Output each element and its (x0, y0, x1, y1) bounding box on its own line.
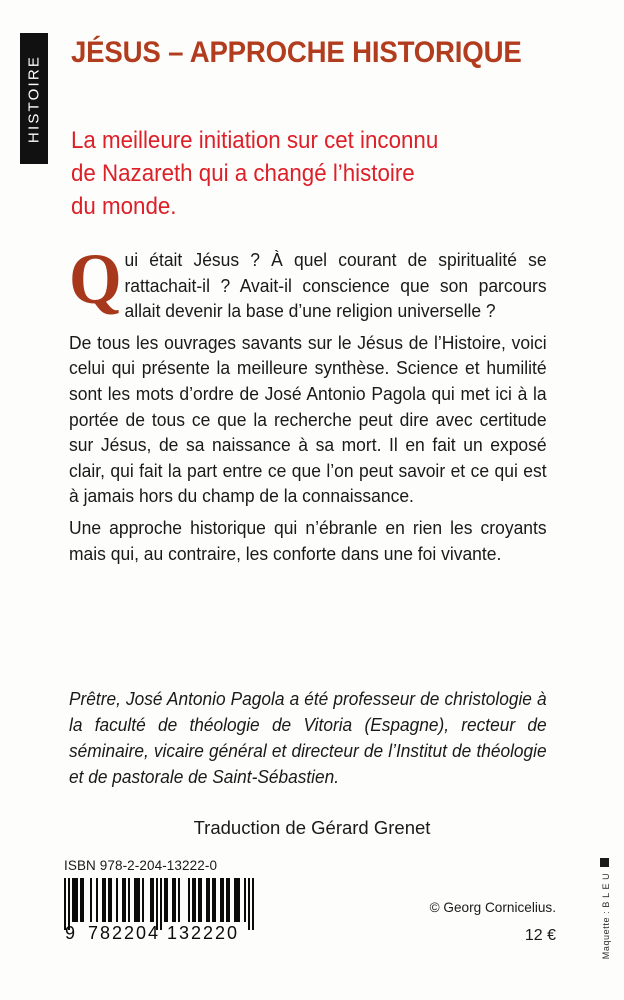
subtitle-line-1: La meilleure initiation sur cet inconnu (71, 127, 439, 154)
square-icon (600, 858, 609, 867)
page-title: JÉSUS – APPROCHE HISTORIQUE (71, 36, 522, 69)
barcode-bar (192, 878, 196, 922)
blurb-body (69, 239, 547, 566)
blurb-paragraph-1 (69, 239, 547, 324)
barcode-left-group: 782204 (88, 923, 161, 943)
barcode-bar (108, 878, 112, 922)
designer-credit-text: Maquette : B L E U (601, 872, 611, 960)
barcode-bar (72, 878, 78, 922)
barcode-bar (206, 878, 210, 922)
price-label: 12 € (524, 927, 556, 944)
barcode-bar (96, 878, 98, 922)
barcode (64, 878, 254, 950)
barcode-bar (220, 878, 224, 922)
barcode-bar (102, 878, 106, 922)
barcode-bar (234, 878, 240, 922)
author-bio-text: Prêtre, José Antonio Pagola a été professeur de christologie à la faculté de théologie de Vitoria (Espagne), recteur de séminaire, vicaire général et directeur de l’Institut de théologie et de pastorale de Saint-Sébastien. (69, 688, 547, 787)
barcode-bar (226, 878, 230, 922)
designer-credit (598, 858, 614, 963)
barcode-lead-digit: 9 (65, 923, 78, 943)
blurb-paragraph-1-text: ui était Jésus ? À quel courant de spiritualité se rattachait-il ? Avait-il conscience que son parcours allait devenir la base d’une religion universelle ? (124, 249, 547, 322)
barcode-bar (244, 878, 246, 922)
barcode-right-group: 132220 (167, 923, 240, 943)
category-tab (20, 33, 48, 164)
barcode-bar (128, 878, 130, 922)
barcode-bar (212, 878, 216, 922)
barcode-bar (150, 878, 154, 922)
barcode-bar (134, 878, 140, 922)
barcode-bar (178, 878, 180, 922)
barcode-bar (80, 878, 84, 922)
barcode-digits (64, 923, 254, 943)
subtitle-line-3: du monde. (71, 193, 177, 220)
subtitle (71, 124, 494, 223)
category-tab-label: HISTOIRE (25, 54, 43, 143)
barcode-bar (116, 878, 118, 922)
barcode-bar (164, 878, 168, 922)
barcode-bar (122, 878, 126, 922)
barcode-bar (188, 878, 190, 922)
barcode-bar (198, 878, 202, 922)
author-bio (69, 686, 547, 790)
photo-credit: © Georg Cornicelius. (429, 900, 556, 915)
blurb-paragraph-3: Une approche historique qui n’ébranle en rien les croyants mais qui, au contraire, les conforte dans une foi vivante. (69, 516, 547, 564)
barcode-bar (90, 878, 92, 922)
drop-cap: Q (69, 239, 122, 319)
isbn-text: ISBN 978-2-204-13222-0 (64, 858, 218, 873)
blurb-paragraph-2: De tous les ouvrages savants sur le Jésus de l’Histoire, voici celui qui présente la meilleure synthèse. Science et humilité sont les mots d’ordre de José Antonio Pagola qui met ici à la portée de tous ce que la recherche peut dire avec certitude sur Jésus, de sa naissance à sa mort. Il en fait un exposé clair, qui fait la part entre ce que l’on peut savoir et ce qui est à jamais hors du champ de la connaissance. (69, 331, 547, 507)
barcode-bar (142, 878, 144, 922)
translator-credit: Traduction de Gérard Grenet (193, 817, 431, 838)
barcode-bar (172, 878, 176, 922)
subtitle-line-2: de Nazareth qui a changé l’histoire (71, 160, 415, 187)
